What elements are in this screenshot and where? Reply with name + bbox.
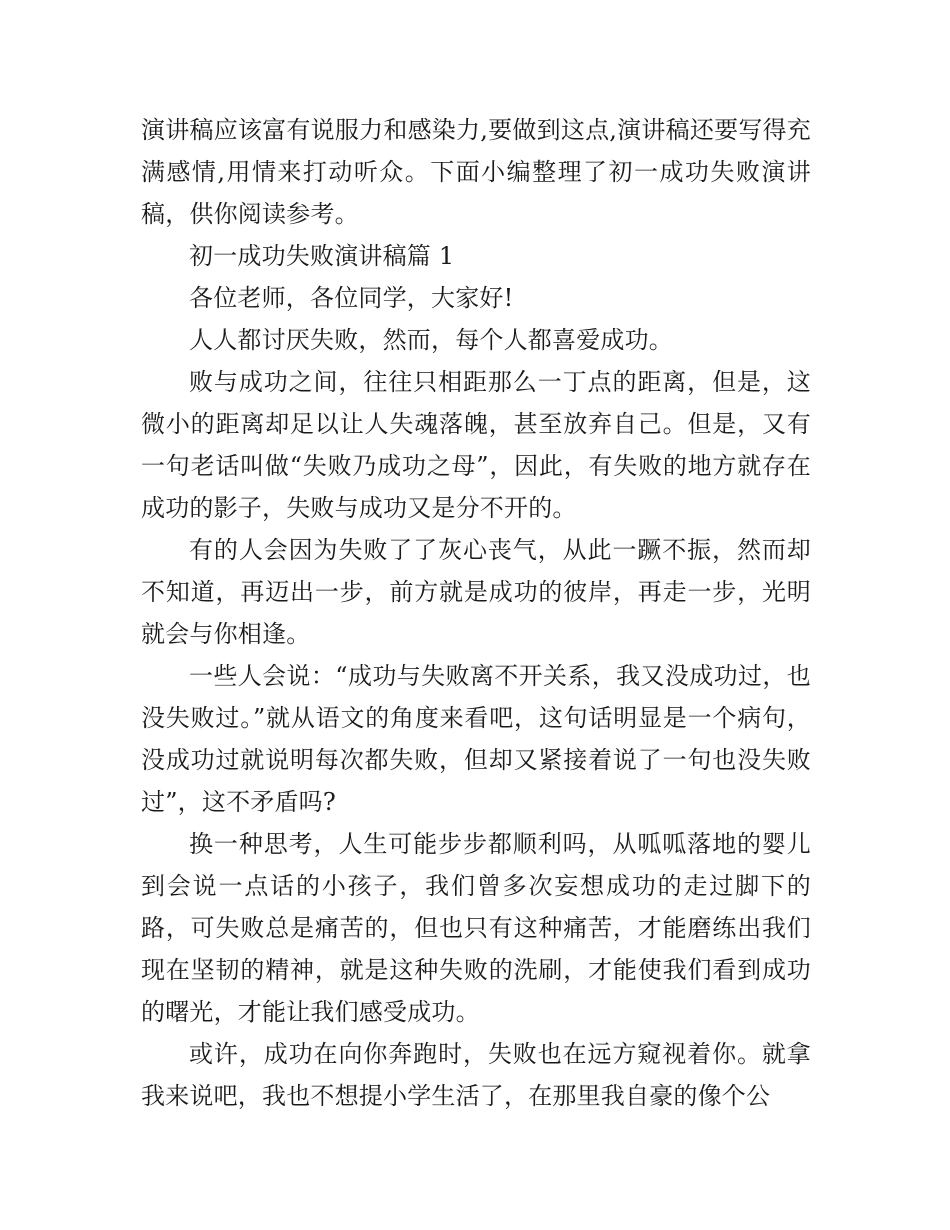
intro-paragraph: 演讲稿应该富有说服力和感染力,要做到这点,演讲稿还要写得充满感情,用情来打动听众。下面小编整理了初一成功失败演讲稿，供你阅读参考。 [141, 116, 811, 228]
document-body [141, 109, 811, 1117]
body-paragraph: 败与成功之间，往往只相距那么一丁点的距离，但是，这微小的距离却足以让人失魂落魄，甚至放弃自己。但是，又有一句老话叫做“失败乃成功之母”，因此，有失败的地方就存在成功的影子，失败与成功又是分不开的。 [141, 368, 811, 522]
section-title: 初一成功失败演讲稿篇 1 [189, 242, 455, 270]
body-paragraph: 或许，成功在向你奔跑时，失败也在远方窥视着你。就拿我来说吧，我也不想提小学生活了，在那里我自豪的像个公 [141, 1040, 811, 1110]
greeting-paragraph: 各位老师，各位同学，大家好! [189, 284, 514, 312]
body-paragraph: 换一种思考，人生可能步步都顺利吗，从呱呱落地的婴儿到会说一点话的小孩子，我们曾多次妄想成功的走过脚下的路，可失败总是痛苦的，但也只有这种痛苦，才能磨练出我们现在坚韧的精神，就是这种失败的洗刷，才能使我们看到成功的曙光，才能让我们感受成功。 [141, 830, 811, 1026]
body-paragraph: 有的人会因为失败了了灰心丧气，从此一蹶不振，然而却不知道，再迈出一步，前方就是成功的彼岸，再走一步，光明就会与你相逢。 [141, 536, 811, 648]
body-paragraph: 人人都讨厌失败，然而，每个人都喜爱成功。 [189, 326, 673, 354]
body-paragraph: 一些人会说：“成功与失败离不开关系，我又没成功过，也没失败过。”就从语文的角度来看吧，这句话明显是一个病句，没成功过就说明每次都失败，但却又紧接着说了一句也没失败过”，这不矛盾吗? [141, 662, 811, 816]
